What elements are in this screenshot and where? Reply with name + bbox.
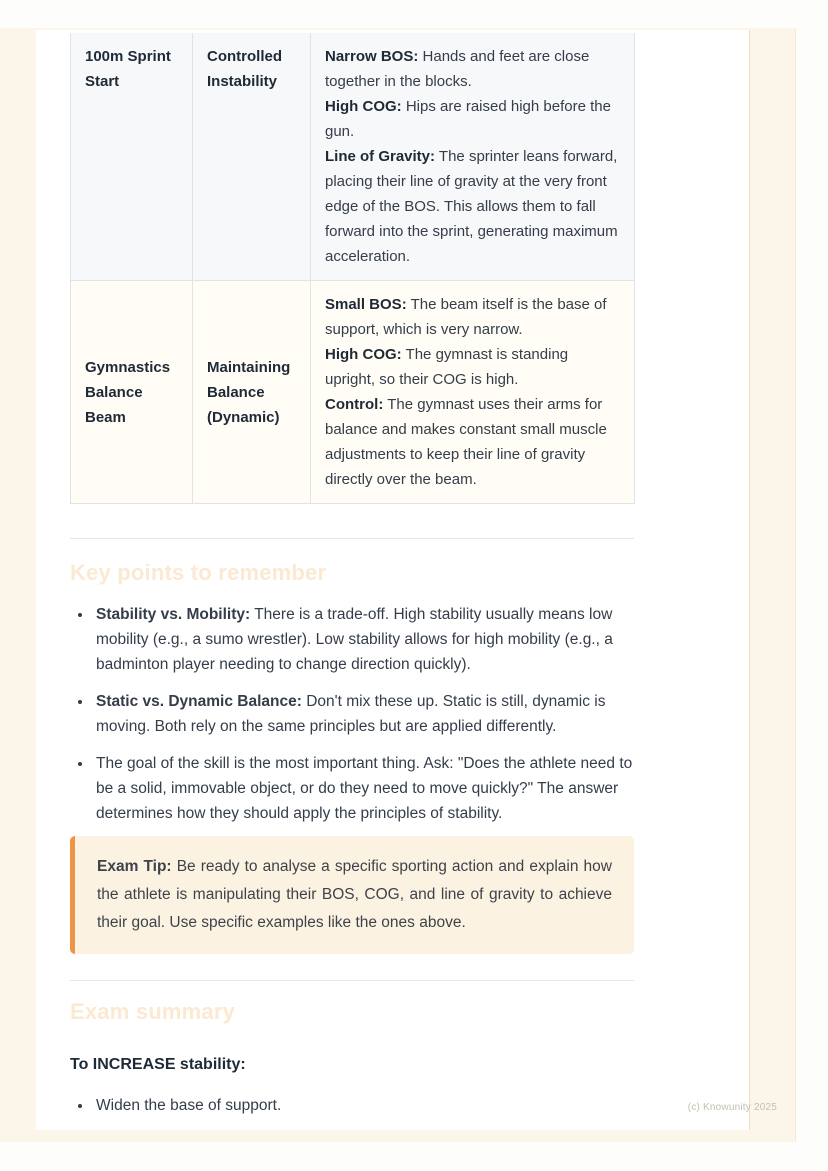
- principle-label: Controlled Instability: [207, 48, 282, 90]
- activity-label: Gymnastics Balance Beam: [85, 358, 171, 426]
- cell-details: [311, 281, 635, 504]
- detail-text: The gymnast uses their arms for balance and makes constant small muscle adjustments to keep their line of gravity directly over the beam.: [325, 396, 607, 488]
- exam-tip-label: Exam Tip:: [97, 858, 172, 875]
- table-row: [71, 281, 635, 504]
- increase-stability-subheading: To INCREASE stability:: [70, 1056, 246, 1073]
- list-item: [93, 689, 634, 739]
- activity-label: 100m Sprint Start: [85, 48, 171, 90]
- bullet-text: Widen the base of support.: [96, 1097, 282, 1114]
- cell-principle: [193, 281, 311, 504]
- document-page: [36, 30, 750, 1130]
- key-points-list: [70, 602, 634, 826]
- list-item: [93, 602, 634, 677]
- copyright-watermark: (c) Knowunity 2025: [687, 1102, 777, 1113]
- stability-examples-table: [70, 33, 635, 504]
- exam-summary-heading: Exam summary: [70, 999, 236, 1024]
- table-row: [71, 33, 635, 281]
- list-item: [93, 751, 634, 826]
- exam-summary-list: [70, 1093, 634, 1118]
- cell-activity: [71, 33, 193, 281]
- bullet-text: Don't mix these up. Static is still, dynamic is moving. Both rely on the same principles but are applied differently.: [96, 693, 606, 735]
- detail-line: [325, 292, 620, 342]
- detail-label: Control:: [325, 396, 384, 413]
- detail-label: High COG:: [325, 98, 402, 115]
- bullet-label: Static vs. Dynamic Balance:: [96, 693, 302, 710]
- detail-label: Small BOS:: [325, 296, 407, 313]
- detail-label: Narrow BOS:: [325, 48, 419, 65]
- page-content: [70, 33, 634, 1118]
- detail-text: The beam itself is the base of support, which is very narrow.: [325, 296, 607, 338]
- bullet-text: The goal of the skill is the most important thing. Ask: "Does the athlete need to be a solid, immovable object, or do they need to move quickly?" The answer determines how they should apply the principles of stability.: [96, 755, 633, 822]
- detail-line: [325, 392, 620, 492]
- detail-label: High COG:: [325, 346, 402, 363]
- cell-details: [311, 33, 635, 281]
- section-divider: [70, 538, 634, 539]
- detail-text: Hips are raised high before the gun.: [325, 98, 611, 140]
- exam-tip-callout: [70, 836, 634, 954]
- bullet-label: Stability vs. Mobility:: [96, 606, 251, 623]
- detail-line: [325, 342, 620, 392]
- detail-text: Hands and feet are close together in the blocks.: [325, 48, 590, 90]
- cell-principle: [193, 33, 311, 281]
- bullet-text: There is a trade-off. High stability usually means low mobility (e.g., a sumo wrestler). Low stability allows for high mobility (e.g., a badminton player needing to change direction quickly).: [96, 606, 613, 673]
- section-divider: [70, 980, 634, 981]
- list-item: [93, 1093, 634, 1118]
- principle-label: Maintaining Balance (Dynamic): [207, 358, 291, 426]
- exam-tip-text: Be ready to analyse a specific sporting action and explain how the athlete is manipulating their BOS, COG, and line of gravity to achieve their goal. Use specific examples like the ones above.: [97, 858, 612, 931]
- detail-line: [325, 144, 620, 269]
- cell-activity: [71, 281, 193, 504]
- detail-text: The sprinter leans forward, placing their line of gravity at the very front edge of the BOS. This allows them to fall forward into the sprint, generating maximum acceleration.: [325, 148, 618, 265]
- detail-label: Line of Gravity:: [325, 148, 436, 165]
- detail-line: [325, 44, 620, 94]
- key-points-heading: Key points to remember: [70, 560, 327, 585]
- detail-line: [325, 94, 620, 144]
- detail-text: The gymnast is standing upright, so their COG is high.: [325, 346, 569, 388]
